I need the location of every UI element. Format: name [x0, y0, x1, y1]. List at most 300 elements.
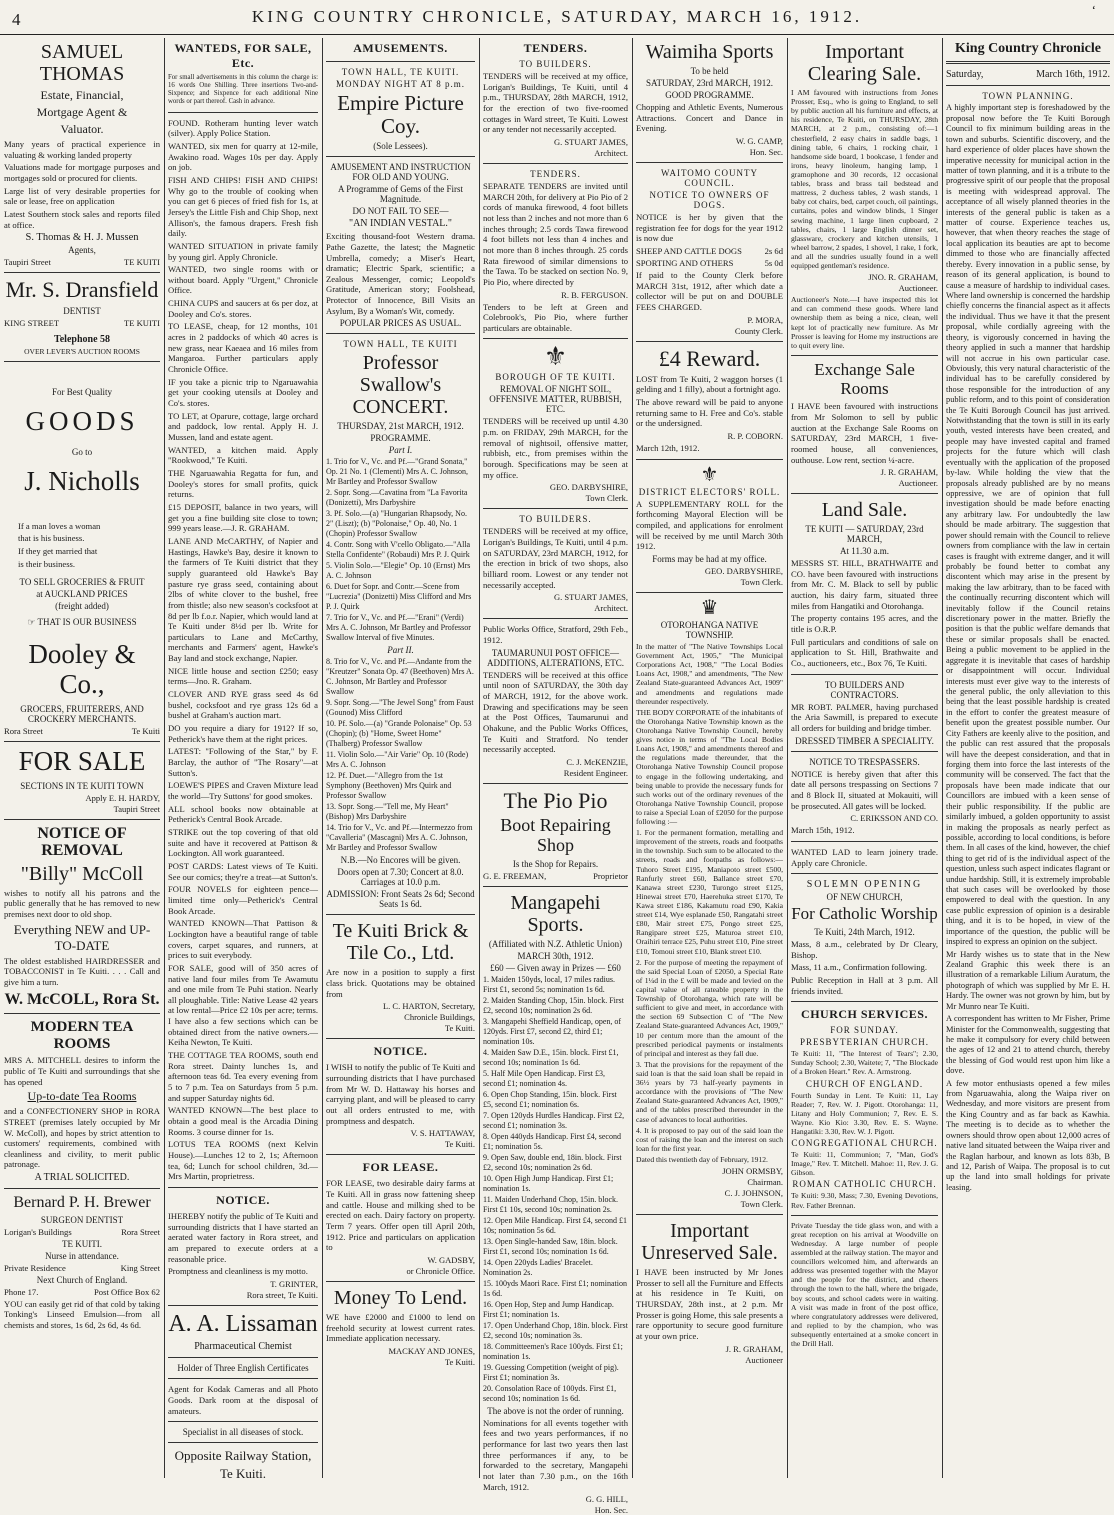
divider [4, 272, 160, 273]
concert-title: Professor Swallow's CONCERT. [352, 352, 449, 419]
divider [946, 61, 1110, 64]
editorial-masthead: King Country Chronicle [955, 41, 1101, 56]
empire-title: Empire Picture Coy. [337, 91, 464, 139]
notice-text: IHEREBY notify the public of Te Kuiti and surrounding districts that I have started an aerated water factory in Rora street, and am prepared to execute orders at a reasonable price. [168, 1210, 319, 1264]
contractors-title: TO BUILDERS AND CONTRACTORS. [824, 679, 905, 700]
thomas-text: Valuations made for mortgage purposes and mortgages sold or procured for clients. [4, 162, 160, 183]
divider [168, 1378, 318, 1379]
concert-note: N.B.—No Encores will be given. [340, 855, 461, 866]
programme-item: 9. Sopr. Song.—"The Jewel Song" from Faust (Gounod) Miss Clifford [326, 698, 474, 718]
notice-signature: T. GRINTER, [270, 1278, 318, 1289]
waimiha-programme: GOOD PROGRAMME. [665, 90, 754, 100]
divider [483, 618, 628, 619]
roll-signature: Town Clerk. [740, 576, 783, 587]
tearooms-sub: Up-to-date Tea Rooms [27, 1089, 137, 1104]
boot-text: Is the Shop for Repairs. [512, 858, 599, 869]
dogs-signature: P. MORA, [747, 314, 783, 325]
pw-office: Public Works Office, Stratford, 29th Feb., 1912. [483, 624, 628, 645]
dransfield-location: OVER LEVER'S AUCTION ROOMS [24, 347, 140, 357]
tender-text: TENDERS will be received at my office, Lorigan's Buildings, Te Kuiti, until 4 p.m., THURSDAY, 28th MARCH, 1912, for the erection of two five-roomed cottages in Ward street, Te Kuiti. Lowest or any tender not necessarily accepted. [483, 71, 628, 135]
editorial-topic: TOWN PLANNING. [982, 91, 1074, 102]
nicholls-text: at AUCKLAND PRICES [36, 589, 128, 600]
sports-event: 4. Maiden Saw D.E., 15in. block. First £1, second 10s; nomination 1s 6d. [483, 1047, 619, 1067]
sports-event: 12. Open Mile Handicap. First £4, second £1 10s; nomination 5s 6d. [483, 1215, 627, 1235]
sports-event: 13. Open Single-handed Saw, 18in. block. First £1, second 10s; nomination 1s 6d. [483, 1236, 618, 1256]
concert-date: THURSDAY, 21st MARCH, 1912. [337, 421, 464, 432]
tenders-sub: TO BUILDERS. [519, 59, 592, 69]
address-left: Taupiri Street [4, 257, 51, 268]
dooley-text: GROCERS, FRUITERERS, AND CROCKERY MERCHANTS. [20, 703, 144, 724]
classified-ad: NICE little house and section £250; easy terms—Jno. R. Graham. [168, 665, 318, 687]
tender-signature: Resident Engineer. [563, 767, 628, 778]
dooley-address [4, 726, 160, 736]
divider [4, 1188, 160, 1189]
classified-ad: ALL school books now obtainable at Petherick's Central Book Arcade. [168, 803, 318, 825]
proprietor-label: Proprietor [593, 870, 628, 881]
money-title: Money To Lend. [333, 1286, 468, 1309]
tender-text: TENDERS will be received up until 4.30 p.m. on FRIDAY, 29th MARCH, for the removal of nightsoil, offensive matter, rubbish, etc., from premises within the borough. Specifications may be seen at my office. [483, 416, 628, 480]
nicholls-name: J. Nicholls [24, 466, 140, 497]
clearing-signature: Auctioneer. [898, 283, 938, 294]
contractors-speciality: DRESSED TIMBER A SPECIALITY. [795, 735, 934, 746]
dogs-signature: County Clerk. [734, 325, 783, 336]
dransfield-role: DENTIST [63, 306, 101, 317]
notice-signature: V. S. HATTAWAY, [410, 1128, 475, 1139]
sports-title: Mangapehi Sports. [510, 891, 601, 936]
concert-note: ADMISSION: Front Seats 2s 6d; Second Seats 1s 6d. [326, 889, 475, 910]
exchange-text: I HAVE been favoured with instructions from Mr Solomon to sell by public auction at the Exchange Sale Rooms on SATURDAY, 23rd MARCH, 1 five-roomed house, all conveniences, outhouse. Low rent, section ¼-acre. [791, 401, 938, 465]
sports-event: 18. Committeemen's Race 100yds. First £1; nomination 1s. [483, 1341, 623, 1361]
divider [168, 1421, 318, 1422]
masthead [0, 0, 1114, 35]
oto-signature: C. J. JOHNSON, [724, 1188, 783, 1199]
wanted-lad: WANTED LAD to learn joinery trade. Apply care Chronicle. [791, 846, 938, 868]
trespass-date: March 15th, 1912. [791, 825, 855, 836]
roll-signature: GEO. DARBYSHIRE, [704, 565, 783, 576]
oto-text: 2. For the purpose of meeting the repayment of the said Special Loan of £2050, a Special Rate of 1¼d in the £ will be made and levied on the capital value of all rateable property in the Township of Otorohanga, which rate will be sufficient to give and meet, in accordance with the section 69 Subsection C of "The New Zealand State-guaranteed Advances Act, 1909," 10 per centum more than the amount of the prescribed periodical payments or instalments of principal and interest as they fall due. [636, 957, 783, 1058]
thomas-agents-label: Agents, [68, 245, 96, 256]
concert-part: Part I. [388, 445, 413, 456]
oto-signature: Town Clerk. [740, 1199, 783, 1210]
programme-item: 4. Contr. Song with V'cello Obligato.—"Alla Stella Confidente" (Robaudi) Mrs P. J. Quirk [326, 540, 471, 560]
classified-ad: STRIKE out the top covering of that old suite and have it recovered at Pattison & Lockington. All work guaranteed. [168, 826, 318, 859]
sports-event: 19. Guessing Competition (weight of pig). First £1; nomination 3s. [483, 1362, 619, 1382]
classified-ad: £15 DEPOSIT, balance in two years, will get you a fine building site close to town; 999 years lease.—J. R. GRAHAM. [168, 501, 318, 534]
fee-label: SHEEP AND CATTLE DOGS [636, 245, 742, 256]
oto-signature: JOHN ORMSBY, [722, 1166, 783, 1177]
divider [326, 333, 475, 334]
news-item: Mr Hardy wishes us to state that in the New Zealand Graphic this week there is an illustration of a remarkable Lilium Auratum, the photograph of which was supplied by Mr E. H. Hardy. The owner was not grown by him, but by Mr Munro near Te Kuiti. [946, 949, 1110, 1011]
reward-title: £4 Reward. [658, 345, 761, 371]
divider [791, 873, 938, 874]
nicholls-text: is their business. [18, 558, 76, 569]
classified-ad: LANE AND McCARTHY, of Napier and Hastings, Hawke's Bay, desire it known to the farmers of Te Kuiti district that they supply guaranteed old Hawke's Bay pasture rye grass seed, containing about 2lbs of white clover to the bushel, free from thistle; also new season's cocksfoot at 8d per lb f.o.r. Napier, which would land at Te Kuiti under 8½d per lb. Write for particulars to Lane and McCarthy, merchants and Farmers' agent, Hawke's Bay land and stock exchange, Napier. [168, 535, 318, 664]
divider [483, 338, 628, 339]
programme-item: 1. Trio for V., Vc. and Pf.—"Grand Sonata," Op. 21 No. 1 (Clementi) Mrs A. C. Johnson, Mr Bartley and Professor Swallow [326, 457, 468, 487]
unreserved-signature: Auctioneer [745, 1354, 783, 1365]
tearooms-text: MRS A. MITCHELL desires to inform the public of Te Kuiti and surroundings that she has opened [4, 1055, 160, 1087]
sports-nominations: Nominations for all events together with fees and two years performances, if no performance for last two years then last three performances if any, to be forwarded to the secretary, Mangapehi not later than 7.30 p.m., on the 16th March, 1912. [483, 1417, 628, 1492]
page-number: 4 [12, 10, 21, 29]
dogs-title: NOTICE TO OWNERS OF DOGS. [649, 189, 770, 210]
landsale-text: Full particulars and conditions of sale on application to St. Hill, Brathwaite and Co., auctioneers, etc., Box 76, Te Kuiti. [791, 636, 938, 669]
lissaman-text: Specialist in all diseases of stock. [182, 1427, 304, 1438]
sports-event: 15. 100yds Maori Race. First £1; nomination 1s 6d. [483, 1278, 627, 1298]
classified-ad: THE COTTAGE TEA ROOMS, south end Rora street. Dainty lunches 1s, and afternoon teas 6d. Tea every evening from 5 to 7 p.m. Tea on Saturdays from 5 p.m. and supper Saturday nights 6d. [168, 1050, 318, 1103]
slogan-text: THAT IS OUR BUSINESS [37, 617, 137, 628]
divider [326, 1154, 475, 1155]
concert-items [326, 457, 475, 643]
divider [946, 85, 1110, 86]
empire-feature: "AN INDIAN VESTAL." [348, 218, 452, 230]
emulsion-ad: YOU can easily get rid of that cold by taking Tonking's Linseed Emulsion—from all chemists and stores, 1s 6d, 2s 6d, 4s 6d. [4, 1298, 160, 1331]
nicholls-goods: GOODS [25, 406, 139, 437]
brick-text: Are now in a position to supply a first class brick. Quotations may be obtained from [326, 967, 475, 999]
fee-label: SPORTING AND OTHERS [636, 257, 734, 268]
tearooms-text: and a CONFECTIONERY SHOP in RORA STREET (premises lately occupied by Mr W. McColl), and hopes by strict attention to customers' requirements, combined with cleanliness and civility, to merit public patronage. [4, 1106, 160, 1170]
wanteds-note: For small advertisements in this column the charge is: 16 words One Shilling. Three insertions Two-and-Sixpence; and Sixpence for each additional Nine words or part thereof. Cash in advance. [168, 74, 318, 106]
lissaman-text: Holder of Three English Certificates [177, 1363, 309, 1374]
news-item: A correspondent has written to Mr Fisher, Prime Minister for the Commonwealth, suggesting that he make it compulsory for every child between the ages of 12 and 21 to attend church, thereby the blessing of God would rest upon him like a dove. [946, 1014, 1110, 1076]
oto-text: In the matter of "The Native Townships Local Government Act, 1905," "The Municipal Corporations Act, 1908," "The Local Bodies Loans Act, 1908," and amendments, "The New Zealand State-guaranteed Advances Act, 1909" and amendments and regulations made thereunder respectively. [636, 641, 783, 706]
brewer-phone [4, 1287, 160, 1297]
tender-signature: GEO. DARBYSHIRE, [549, 482, 628, 493]
tenders-sub: TO BUILDERS. [519, 514, 592, 525]
landsale-time: At 11.30 a.m. [840, 546, 889, 557]
sports-event: 5. Half Mile Open Handicap. First £3, second £1; nomination 4s. [483, 1068, 605, 1088]
contractors-text: MR ROBT. PALMER, having purchased the Aria Sawmill, is prepared to execute all orders for building and bridge timber. [791, 701, 938, 734]
classified-ad: WANTED, a kitchen maid. Apply "Rookwood," Te Kuiti. [168, 444, 318, 466]
classified-ad: POST CARDS: Latest views of Te Kuiti. See our comics; they're a treat—at Sutton's. [168, 860, 318, 882]
amusements-title: AMUSEMENTS. [353, 41, 448, 55]
removal-name: "Billy" McColl [20, 862, 144, 885]
tender-signature: C. J. McKENZIE, [566, 756, 628, 767]
show-time: MONDAY NIGHT AT 8 p.m. [335, 79, 465, 89]
sports-prizes: £60 — Given away in Prizes — £60 [490, 962, 621, 973]
sports-event: 6. Open Chop Standing, 15in. block. First £5, second £1; nomination 6s. [483, 1089, 617, 1109]
worship-text: Public Reception in Hall at 3 p.m. All friends invited. [791, 974, 938, 996]
classified-ad: WANTED SITUATION in private family by young girl. Apply Chronicle. [168, 240, 318, 262]
brewer-nurse: Nurse in attendance. [45, 1250, 119, 1261]
programme-item: 3. Pf. Solo.—(a) "Hungarian Rhapsody, No. 2" (Liszt); (b) "Polonaise," Op. 40, No. 1 (Chopin) Professor Swallow [326, 509, 467, 539]
removal-title: NOTICE OF REMOVAL [37, 824, 127, 860]
brewer-residence-note: Next Church of England. [36, 1274, 128, 1285]
divider [483, 886, 628, 887]
programme-item: 11. Violin Solo.—"Air Varie" Op. 10 (Rode) Mrs A. C. Johnson [326, 750, 469, 770]
removal-sign: W. McCOLL, Rora St. [4, 990, 160, 1008]
nicholls-slogan [4, 617, 160, 628]
reward-text: The above reward will be paid to anyone returning same to H. Free and Co's. stable or the undersigned. [636, 397, 783, 429]
waimiha-title: Waimiha Sports [645, 41, 774, 63]
thomas-address [4, 257, 160, 267]
column-7 [942, 38, 1114, 1478]
borough-title: BOROUGH OF TE KUITI. [495, 372, 616, 383]
news-item: A few motor enthusiasts opened a few miles from Ngaruawahia, along the Waipa river on Wednesday, and more visitors are present from the King Country and as far back as Kawhia. The meeting is to decide as to whether the owners should throw open about 12,000 acres of native land situated between the Waipa river and the Raglan harbour, and known as lots 83b, B and 12, Parish of Waipa. The proposal is to cut up the land into small holdings for private leasing. [946, 1078, 1110, 1192]
lissaman-text: Agent for Kodak Cameras and all Photo Goods. Dark room at the disposal of amateurs. [168, 1384, 318, 1416]
sports-event: 7. Open 120yds Hurdles Handicap. First £2, second £1; nomination 3s. [483, 1110, 625, 1130]
thomas-line: Valuator. [60, 122, 104, 136]
address-right: TE KUITI [123, 318, 160, 329]
phone-right: Post Office Box 62 [94, 1286, 160, 1297]
sports-event: 17. Open Underhand Chop, 18in. block. First £2, second 10s; nomination 3s. [483, 1320, 628, 1340]
church-opening: SOLEMN OPENING [806, 879, 923, 891]
thomas-text: Latest Southern stock sales and reports filed at office. [4, 208, 160, 230]
waimiha-text: Chopping and Athletic Events, Numerous Attractions. Concert and Dance in Evening. [636, 102, 783, 134]
divider [791, 841, 938, 842]
church-text: Te Kuiti: 11, "The Interest of Tears"; 2.30, Sunday School; 2.30, Waitete; 7, "The Blockade of a Broken Heart." Rev. A. Armstrong. [791, 1049, 938, 1077]
exchange-signature: Auctioneer. [898, 478, 938, 489]
empire-text: A Programme of Gems of the First Magnitude. [338, 184, 463, 205]
church-text: Te Kuiti: 11, Communion; 7, "Man, God's Image," Rev. T. Mitchell. Mahoe: 11, Rev. J. G. Gibson. [791, 1150, 938, 1178]
thomas-agents: S. Thomas & H. J. Mussen [25, 232, 139, 244]
borough-crest-icon: ⚜ [543, 342, 568, 372]
borough-crest-icon: ⚜ [700, 463, 719, 486]
concert-programme: PROGRAMME. [370, 433, 431, 444]
sports-event: 11. Maiden Underhand Chop, 15in. block. First £1 10s, second 10s; nomination 2s. [483, 1194, 619, 1214]
venue: TOWN HALL, TE KUITI. [341, 67, 460, 77]
sports-signature: Hon. Sec. [594, 1505, 628, 1515]
classified-ad: TO LET, at Oparure, cottage, large orchard and paddock, low rental. Apply H. J. Mussen, land and estate agent. [168, 410, 318, 442]
address-right: Te Kuiti [131, 725, 160, 736]
editorial-text: A highly important step is foreshadowed by the proposal now before the Te Kuiti Borough Council to fix minimum building areas in the town and suburbs. Scientific discovery, and the hard experience of older places have shown the imperative necessity for municipal action in the matter of town planning, and it is a tribute to the progressive spirit of our people that the proposal is meeting with widespread approval. The acceptance of all wisely planned theories in the interests of the general public is taken as a matter of course. Experience teaches us, however, that when theory reaches the stage of local application its beauties are apt to become dimmed to those who are financially affected thereby. Every innovation in a public sense, by reason of its general application, is bound to cause a measure of hardship to individual cases. Where land ownership is concerned the hardship chiefly concerns the financial aspect as it affects the individual. Thus we have it that the present proposal, while cordially agreeing with the theory, is vigorously concerned in having the theory applied in such a manner that hardship will not accrue in his own particular case. Obviously, this very natural characteristic of the individual has to be carefully considered by those responsible for the introduction of any public reform, and to this point of consideration the Te Kuiti Borough Council has just arrived. Notwithstanding that the town is still in its early youth, vested interests have been created, and people may have invested capital and framed projects for the future which will clash eventually with the application of the proposed by-law. While holding the view that the proposals already published are by no means oppressive, we are of opinion that full investigation should be made before enacting any arbitrary law. For undoubtedly the law should be made arbitrary. The suggestion that power should remain with the Council to relieve owners from compliance with the law in certain cases is fraught with extreme danger, and it will probably be found better to combat any discontent which may arise in the present by making the law arbitrary, than to be faced with the continually recurring discontent which will inevitably follow if the Council retains discretionary power in the matter. Briefly the position is that the public welfare demands that these or similar proposals shall be enacted. Being a public movement to be applied in the aggregate it is inevitable that cases of hardship or disappointment will occur. Individual interests must ever give way to the interests of the general public, the only alleviation to this being that the least possible hardship is created in the effort to confer the greatest measure of benefit upon the greatest possible number. Our City Fathers are keenly alive to the position, and the public can rest assured that the proposals will have the deepest consideration, and that in forging them into force the last interests of the community will be conserved. The fact that the proposals have been made indicate that our Councillors are imbued with a keen sense of their public responsibility. If the public are similarly imbued, a golden opportunity to assist in making the proposals as nearly perfect as possible, according to local conditions, is before them. In all cases of the kind, however, the chief thing to get rid of is the individual aspect of the question, unless such aspect indicates flagrant or undue hardship. Still, it is extremely improbable that such cases will be overlooked by those empowered to deal with the question. In any case public expression of opinion is a desirable thing, and it is to be hoped, in view of the importance of the question, the public will be inspired to express an opinion on the subject. [946, 103, 1110, 947]
trespass-text: NOTICE is hereby given that after this date all persons trespassing on Sections 7 and 8 Block II, situated at Mokauiti, will be prosecuted. All gates will be locked. [791, 768, 938, 811]
editorial-date [946, 69, 1110, 80]
landsale-text: MESSRS ST. HILL, BRATHWAITE and CO. have been favoured with instructions from Mr. C. M. Black to sell by public auction, his dairy farm, situated three miles from Hangatiki and Otorohanga. [791, 558, 938, 611]
brewer-role: SURGEON DENTIST [40, 1214, 124, 1225]
clearing-title: Important Clearing Sale. [807, 41, 922, 85]
classified-ad: FISH AND CHIPS! FISH AND CHIPS! Why go to the trouble of cooking when you can get 6 pieces of fried fish for 1s, at Jersey's the Little Fish and Chip Shop, next Allison's, the famous drapers. Fresh fish daily. [168, 174, 318, 239]
church-text: Te Kuiti: 9.30, Mass; 7.30, Evening Devotions, Rev. Father Brennan. [791, 1191, 938, 1210]
divider [791, 493, 938, 494]
church-name: PRESBYTERIAN CHURCH. [799, 1037, 929, 1048]
divider [636, 162, 783, 163]
dog-fee [636, 258, 783, 268]
notice-signature: Rora street, Te Kuiti. [246, 1289, 318, 1300]
fee-value: 5s 0d [764, 257, 783, 268]
venue: TOWN HALL, TE KUITI [343, 339, 458, 350]
sports-event: 16. Open Hop, Step and Jump Handicap. First £1; nomination 1s. [483, 1299, 614, 1319]
programme-item: 5. Violin Solo.—"Elegie" Op. 10 (Ernst) Mrs A. C. Johnson [326, 561, 471, 581]
nicholls-text: (freight added) [55, 601, 109, 612]
boot-proprietor [483, 871, 628, 881]
council-title: WAITOMO COUNTY COUNCIL. [660, 167, 759, 188]
waimiha-held: To be held [690, 66, 729, 76]
wanteds-list [168, 118, 318, 1182]
empire-text: Exciting thousand-foot Western drama. Pathe Gazette, the latest; the Magnetic Umbrella, comedy; a Miser's Heart, dramatic; Electric Spark, scientific; a Zealous Messenger, comic; Leopold's Gratitude, American story; Foolshead, Protector of Innocence, Bill Visits an Asylum, By a Woman's Wit, comedy. [326, 231, 475, 316]
divider [791, 355, 938, 356]
phone-left: Phone 17. [4, 1286, 39, 1297]
sports-affiliation: (Affiliated with N.Z. Athletic Union) [488, 938, 623, 949]
crest-icon: ♛ [700, 596, 719, 619]
proprietor-name: G. E. FREEMAN, [483, 870, 547, 881]
corner-mark: ‘ [1091, 2, 1096, 17]
thomas-text: Many years of practical experience in valuating & working landed property [4, 139, 160, 160]
divider [791, 1001, 938, 1002]
brewer-residence [4, 1263, 160, 1273]
notice-text: I WISH to notify the public of Te Kuiti and surrounding districts that I have purchased from Mr W. D. Hattaway his horses and carrying plant, and will be pleased to carry out all orders entrusted to me, with promptness and despatch. [326, 1062, 475, 1126]
brick-signature: Chronicle Buildings, [404, 1012, 475, 1023]
divider [4, 819, 160, 820]
divider [4, 1013, 160, 1014]
news-item: Private Tuesday the tide glass won, and with a great reception on his arrival at Woodville on Wednesday. A large number of people assembled at the railway station. The mayor and councillors welcomed him, and afterwards an address was presented together with the Mayor and the people for the district, and cheers through the town to the hall, where the brigade, boy scouts, and school cadets were in waiting. A visit was made in front of the post office, where congratulatory addresses were delivered, and replied to by the champion, who was subsequently entertained at a smoke concert in the Drill Hall. [791, 1220, 938, 1349]
tender-text: Tenders to be left at Green and Colebrook's, Pio Pio, where further particulars are obtainable. [483, 301, 628, 333]
lease-signature: W. GADSBY, [427, 1254, 475, 1265]
divider [326, 1281, 475, 1282]
wanteds-title: WANTEDS, FOR SALE, Etc. [174, 41, 312, 70]
tender-signature: G. STUART JAMES, [554, 592, 628, 603]
tender-signature: Town Clerk. [585, 493, 628, 504]
dransfield-name: Mr. S. Dransfield [5, 277, 159, 303]
classified-ad: THE Ngaruawahia Regatta for fun, and Dooley's stores for small profits, quick returns. [168, 467, 318, 500]
forsale-title: FOR SALE [18, 745, 146, 776]
programme-item: 6. Duet for Sopr. and Contr.—Scene from "Lucrezia" (Donizetti) Miss Clifford and Mrs P. J. Quirk [326, 582, 472, 612]
landsale-title: Land Sale. [821, 499, 908, 522]
divider [326, 61, 475, 62]
divider [636, 592, 783, 593]
reward-date: March 12th, 1912. [636, 443, 700, 454]
notice-signature: Te Kuiti. [444, 1139, 475, 1150]
nicholls-text: that is his business. [18, 533, 85, 544]
sports-events [483, 975, 628, 1404]
divider [326, 1038, 475, 1039]
brewer-town: TE KUITI. [62, 1238, 102, 1249]
tender-signature: G. STUART JAMES, [554, 136, 628, 147]
brick-signature: L. C. HARTON, Secretary, [382, 1001, 475, 1012]
lease-title: FOR LEASE. [362, 1160, 439, 1175]
money-signature: MACKAY AND JONES, [388, 1345, 475, 1356]
divider [168, 1187, 318, 1188]
classified-ad: IF you take a picnic trip to Ngaruawahia get your cooking utensils at Dooley and Co's. stores. [168, 376, 318, 409]
column-6 [787, 38, 942, 1478]
concert-note: Doors open at 7.30; Concert at 8.0. Carriages at 10.0 p.m. [337, 867, 464, 888]
pw-title: TAUMARUNUI POST OFFICE—ADDITIONS, ALTERATIONS, ETC. [487, 647, 624, 668]
exchange-signature: J. R. GRAHAM, [880, 467, 938, 478]
tenders-title: TENDERS. [523, 41, 588, 55]
landsale-text: The property contains 195 acres, and the title is O.R.P. [791, 613, 938, 635]
brick-signature: Te Kuiti. [444, 1023, 475, 1034]
sports-note: The above is not the order of running. [487, 1405, 624, 1416]
oto-signature: Chairman. [747, 1177, 783, 1188]
residence-right: King Street [120, 1262, 160, 1273]
newspaper-title: KING COUNTRY CHRONICLE, SATURDAY, MARCH 16, 1912. [251, 7, 863, 26]
divider [4, 361, 160, 362]
divider [168, 1357, 318, 1358]
divider [483, 783, 628, 784]
church-text: Fourth Sunday in Lent. Te Kuiti: 11, Lay Reader; 7, Rev. W. J. Pigott. Otorohanga: 11, Litany and Holy Communion; 7, Rev. E. S. Wayne. Kio Kio: 3.30, Rev. E. S. Wayne. Hangatiki: 3.30, Rev. W. J. Pigott. [791, 1090, 938, 1137]
divider [168, 1305, 318, 1306]
classified-ad: DO you require a diary for 1912? If so, Petherick's have them at the right prices. [168, 723, 318, 744]
dooley-name: Dooley & Co., [28, 639, 136, 700]
removal-text: The oldest established HAIRDRESSER and TOBACCONIST in Te Kuiti. . . . Call and give him a turn. [4, 955, 160, 987]
sports-event: 9. Open Saw, double end, 18in. block. First £2, second 10s; nomination 2s 6d. [483, 1152, 622, 1172]
sports-event: 8. Open 440yds Handicap. First £4, second £1; nomination 5s. [483, 1131, 621, 1151]
waimiha-signature: Hon. Sec. [749, 146, 783, 157]
nicholls-goto: Go to [71, 447, 93, 458]
oto-text: 4. It is proposed to pay out of the said loan the cost of raising the loan and the interest on such loan for the first year. [636, 1125, 783, 1153]
divider [168, 112, 318, 113]
divider [791, 1215, 938, 1216]
removal-highlight: Everything NEW and UP-TO-DATE [13, 921, 151, 953]
pointing-hand-icon: ☞ [27, 617, 36, 628]
oto-date: Dated this twentieth day of February, 1912. [636, 1154, 768, 1164]
classified-ad: TO LEASE, cheap, for 12 months, 101 acres in 2 paddocks of which 40 acres is new grass, near Kaeaea and 16 miles from Mangaroa. Further particulars apply Chronicle Office. [168, 321, 318, 375]
sports-event: 3. Mangapehi Sheffield Handicap, open, of 120yds. First £7, second £2, third £1; nomination 10s. [483, 1016, 622, 1046]
church-opening: OF NEW CHURCH, [826, 892, 903, 903]
oto-title: OTOROHANGA NATIVE TOWNSHIP. [660, 619, 759, 640]
concert-part: Part II. [387, 645, 414, 656]
tender-text: TENDERS will be received at this office until noon of SATURDAY, the 30th day of MARCH, 1912, for the above work. Drawing and specifications may be seen at the Post Offices, Taumarunui and Ohakune, and the Public Works Offices, Te Kuiti and Stratford. No tender necessarily accepted. [483, 669, 628, 755]
services-sub: FOR SUNDAY. [830, 1025, 899, 1036]
column-4 [479, 38, 632, 1515]
forsale-street: Taupiri Street [113, 803, 160, 814]
divider [168, 1442, 318, 1443]
address-left: Lorigan's Buildings [4, 1226, 72, 1237]
classified-ad: FOUR NOVELS for eighteen pence—limited time only—Petherick's Central Book Arcade. [168, 884, 318, 916]
date-day: Saturday, [946, 69, 984, 81]
programme-item: 8. Trio for V., Vc. and Pf.—Andante from the "Kreutzer" Sonata Op. 47 (Beethoven) Mrs A. C. Johnson, Mr Bartley and Professor Swallow [326, 657, 474, 697]
lissaman-name: A. A. Lissaman [168, 1310, 318, 1337]
clearing-signature: JNO. R. GRAHAM, [868, 272, 938, 283]
programme-item: 12. Pf. Duet.—"Allegro from the 1st Symphony (Beethoven) Mrs Quirk and Professor Swallow [326, 771, 452, 801]
sports-signature: G. G. HILL, [585, 1494, 628, 1505]
address-right: Rora Street [121, 1226, 160, 1237]
worship-text: Mass, 8 a.m., celebrated by Dr Cleary, Bishop. [791, 938, 938, 960]
empire-text: AMUSEMENT AND INSTRUCTION FOR OLD AND YOUNG. [330, 162, 471, 183]
unreserved-signature: J. R. GRAHAM, [725, 1343, 783, 1354]
waimiha-date: SATURDAY, 23rd MARCH, 1912. [645, 78, 774, 88]
removal-text: wishes to notify all his patrons and the public generally that he has removed to new premises next door to old shop. [4, 887, 160, 919]
concert-items [326, 657, 475, 853]
boot-title: The Pio Pio [503, 787, 608, 813]
empire-prices: POPULAR PRICES AS USUAL. [339, 318, 462, 329]
programme-item: 10. Pf. Solo.—(a) "Grande Polonaise" Op. 53 (Chopin); (b) "Home, Sweet Home" (Thalberg) Professor Swallow [326, 719, 472, 749]
empire-sole: (Sole Lessees). [373, 141, 428, 152]
thomas-line: Estate, Financial, [40, 88, 124, 102]
clearing-note: Auctioneer's Note.—I have inspected this lot and can commend these goods. Where land ownership them as being a nice, clean, well kept lot of practically new furniture. As Mr Prosser is leaving for Home my instructions are to quit every line. [791, 295, 938, 350]
nicholls-intro: For Best Quality [52, 387, 112, 398]
brick-title: Te Kuiti Brick & Tile Co., Ltd. [332, 920, 469, 965]
money-signature: Te Kuiti. [444, 1356, 475, 1367]
dransfield-address [4, 318, 160, 328]
church-name: CHURCH OF ENGLAND. [805, 1078, 924, 1089]
services-title: CHURCH SERVICES. [801, 1007, 928, 1022]
dogs-text: If paid to the County Clerk before MARCH 31st, 1912, after which date a collector will be put on and DOUBLE FEES CHARGED. [636, 269, 783, 312]
classified-ad: FOUND. Rotheram hunting lever watch (silver). Apply Police Station. [168, 117, 318, 139]
sports-date: MARCH 30th, 1912. [517, 950, 594, 961]
sports-event: 2. Maiden Standing Chop, 15in. block. First £2, second 10s; nomination 2s 6d. [483, 995, 624, 1015]
worship-title: For Catholic Worship [791, 904, 938, 924]
divider [4, 741, 160, 742]
forsale-apply: Apply E. H. HARDY, [85, 792, 160, 803]
divider [636, 1214, 783, 1215]
classified-ad: LOTUS TEA ROOMS (next Kelvin House).—Lunches 12 to 2, 1s; Afternoon tea, 6d; Lunch for school children, 3d.—Mrs Martin, proprietress. [168, 1139, 318, 1182]
fee-value: 2s 6d [764, 245, 783, 256]
column-3 [322, 38, 479, 1478]
sports-event: 20. Consolation Race of 100yds. First £1, second 10s; nomination 1s 6d. [483, 1383, 617, 1403]
classified-ad: CHINA CUPS and saucers at 6s per doz, at Dooley and Co's. stores. [168, 298, 318, 319]
tearooms-trial: A TRIAL SOLICITED. [34, 1172, 130, 1184]
classified-ad: LOEWE'S PIPES and Craven Mixture lead the world—Try Suttons' for good smokes. [168, 780, 318, 801]
classified-ad: WANTED KNOWN—The best place to obtain a good meal is the Arcadia Dining Rooms. 3 course dinner for 1s. [168, 1105, 318, 1137]
worship-date: Te Kuiti, 24th March, 1912. [814, 926, 915, 937]
thomas-name: SAMUEL THOMAS [39, 41, 125, 85]
programme-item: 14. Trio for V., Vc. and Pf.—Intermezzo from "Cavalleria" (Mascagni) Mrs A. C. Johnson, Mr Bartley and Professor Swallow [326, 823, 473, 853]
tearooms-title: MODERN TEA ROOMS [30, 1019, 134, 1052]
divider [483, 508, 628, 509]
boot-title: Boot Repairing Shop [500, 815, 611, 855]
roll-title: DISTRICT ELECTORS' ROLL. [638, 486, 781, 497]
divider [636, 459, 783, 460]
